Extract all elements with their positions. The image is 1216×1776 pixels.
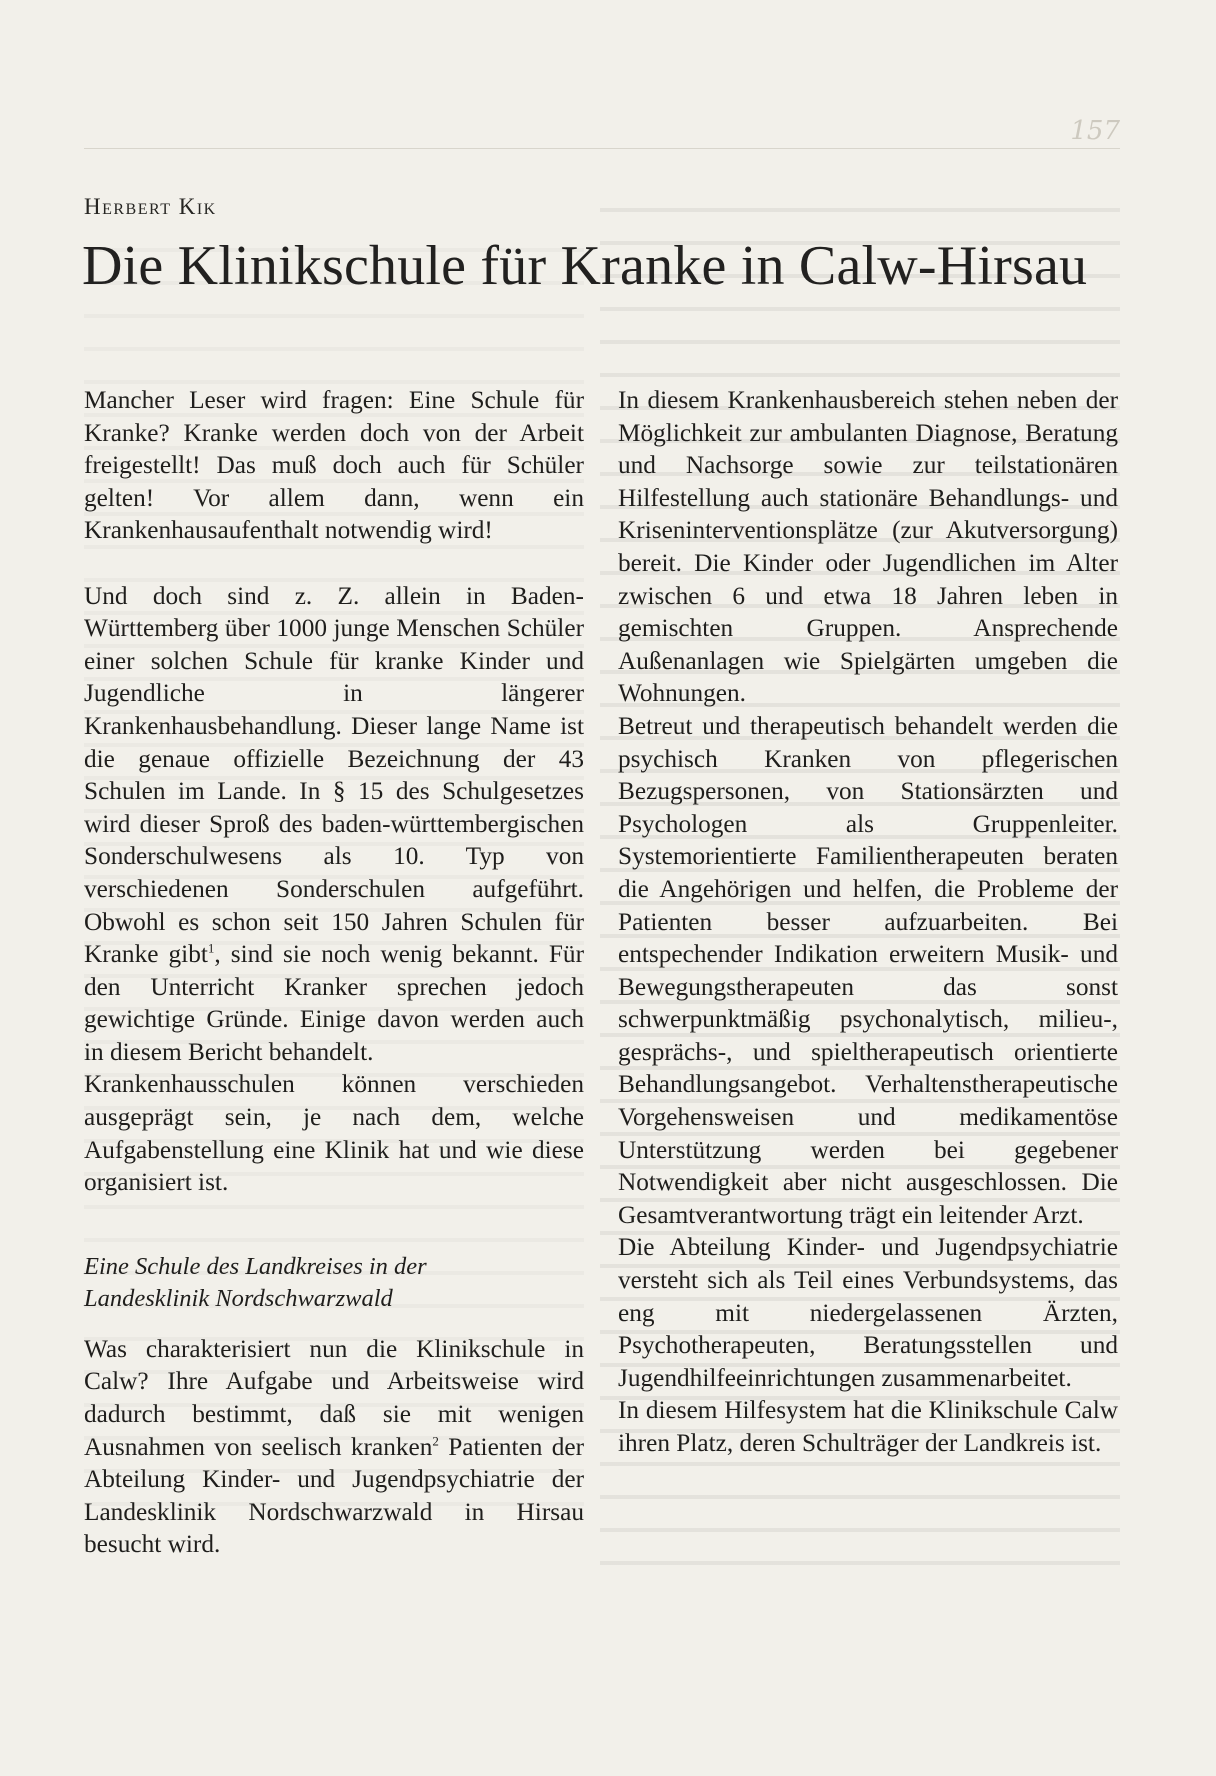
left-column [84, 384, 584, 1561]
paragraph: In diesem Krankenhausbereich stehen neben der Möglichkeit zur ambulanten Diagnose, Beratung und Nachsorge sowie zur teilstationären Hilfestellung auch stationäre Behandlungs- und Kriseninterventionsplätze (zur Akutversorgung) bereit. Die Kinder oder Jugendlichen im Alter zwischen 6 und etwa 18 Jahren leben in gemischten Gruppen. Ansprechende Außenanlagen wie Spielgärten umgeben die Wohnungen. [618, 386, 1118, 708]
paragraph: Mancher Leser wird fragen: Eine Schule für Kranke? Kranke werden doch von der Arbeit freigestellt! Das muß doch auch für Schüler gelten! Vor allem dann, wenn ein Krankenhausaufenthalt notwendig wird! [84, 386, 584, 545]
subheading-line: Landesklinik Nordschwarzwald [84, 1284, 393, 1312]
page-number: 157 [1070, 116, 1120, 146]
paragraph-text: Patienten der Abteilung Kinder- und Jugendpsychiatrie der Landesklinik Nordschwarzwald in Hirsau besucht wird. [84, 1432, 584, 1559]
paragraph: In diesem Hilfesystem hat die Klinikschule Calw ihren Platz, deren Schulträger der Landkreis ist. [618, 1396, 1118, 1457]
paragraph-text: Und doch sind z. Z. allein in Baden-Württemberg über 1000 junge Menschen Schüler einer solchen Schule für kranke Kinder und Jugendliche in längerer Krankenhausbehandlung. Dieser lange Name ist die genaue offizielle Bezeichnung der 43 Schulen im Lande. In § 15 des Schulgesetzes wird dieser Sproß des baden-württembergischen Sonderschulwesens als 10. Typ von verschiedenen Sonderschulen aufgeführt. Obwohl es schon seit 150 Jahren Schulen für Kranke gibt [84, 581, 584, 969]
paragraph [84, 580, 584, 1069]
paragraph: Betreut und therapeutisch behandelt werden die psychisch Kranken von pflegerischen Bezugspersonen, von Stationsärzten und Psychologen als Gruppenleiter. Systemorientierte Familientherapeuten beraten die Angehörigen und helfen, die Probleme der Patienten besser aufzuarbeiten. Bei entspechender Indikation erweitern Musik- und Bewegungstherapeuten das sonst schwerpunktmäßig psychonalytisch, milieu-, gesprächs-, und spieltherapeutisch orientierte Behandlungsangebot. Verhaltenstherapeutische Vorgehensweisen und medikamentöse Unterstützung werden bei gegebener Notwendigkeit aber nicht ausgeschlossen. Die Gesamtverantwortung trägt ein leitender Arzt. [618, 711, 1118, 1229]
right-column [618, 384, 1118, 1460]
paragraph: Die Abteilung Kinder- und Jugendpsychiatrie versteht sich als Teil eines Verbundsystems, das eng mit niedergelassenen Ärzten, Psychotherapeuten, Beratungsstellen und Jugendhilfeeinrichtungen zusammenarbeitet. [618, 1233, 1118, 1392]
paragraph-text: Was charakterisiert nun die Klinikschule in Calw? Ihre Aufgabe und Arbeitsweise wird dadurch bestimmt, daß sie mit wenigen Ausnahmen von seelisch kranken [84, 1334, 584, 1461]
subheading-line: Eine Schule des Landkreises in der [84, 1252, 427, 1280]
section-subheading [84, 1251, 584, 1315]
paragraph-text: , sind sie noch wenig bekannt. Für den Unterricht Kranker sprechen jedoch gewichtige Gründe. Einige davon werden auch in diesem Bericht behandelt. [84, 940, 584, 1066]
paragraph [84, 1333, 584, 1561]
author-name: Herbert Kik [84, 194, 217, 219]
paragraph: Krankenhausschulen können verschieden ausgeprägt sein, je nach dem, welche Aufgabenstellung eine Klinik hat und wie diese organisiert ist. [84, 1070, 584, 1197]
header-rule [84, 148, 1120, 149]
footnote-marker: 2 [432, 1433, 439, 1449]
article-title: Die Klinikschule für Kranke in Calw-Hirsau [82, 235, 1088, 297]
footnote-marker: 1 [207, 940, 215, 956]
